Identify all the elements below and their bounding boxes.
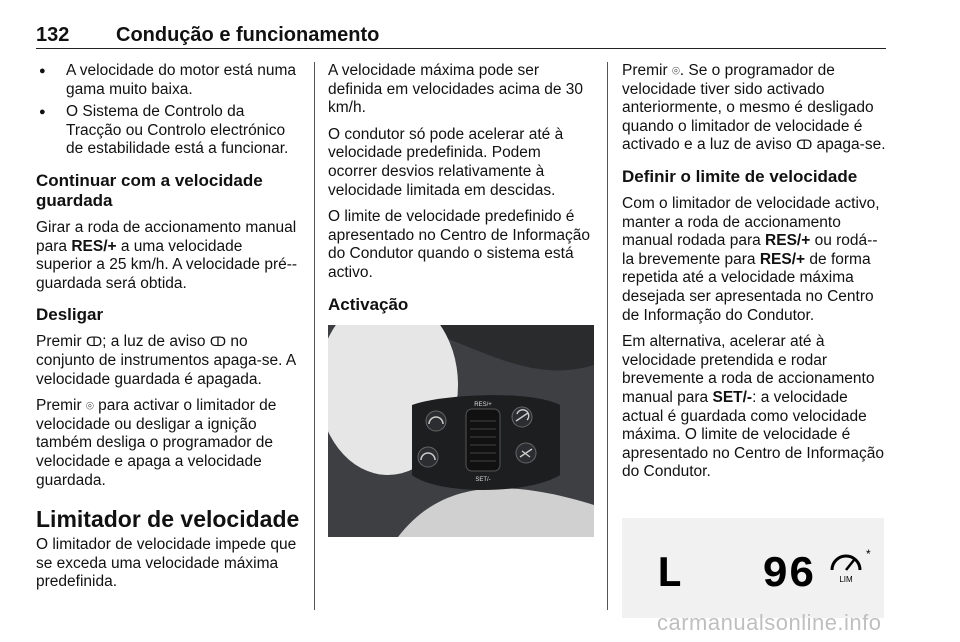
column-2 <box>328 62 594 542</box>
paragraph: Girar a roda de accionamento manual para RES/+ a uma velocidade superior a 25 km/h. A velocidade pré--guardada será obtida. <box>36 218 298 292</box>
paragraph: Em alternativa, acelerar até à velocidade pretendida e rodar brevemente a roda de accionamento manual para SET/-: a velocidade actual é guardada como velocidade máxima. O limite de velocidade é apresentado no Centro de Informação do Condutor. <box>622 333 884 481</box>
cruise-control-icon: ↀ <box>209 334 227 350</box>
paragraph: Premir ⌾. Se o programador de velocidade tiver sido activado anteriormente, o mesmo é desligado quando o limitador de velocidade é activado e a luz de aviso ↀ apaga-se. <box>622 62 886 154</box>
cancel-icon <box>512 407 532 427</box>
steering-wheel-illustration <box>328 325 594 537</box>
column-divider <box>607 62 608 610</box>
paragraph: Premir ⌾ para activar o limitador de velocidade ou desligar a ignição também desliga o programador de velocidade e apaga a velocidade guardada. <box>36 397 277 489</box>
display-lim: LIM <box>839 574 853 584</box>
page-title: Condução e funcionamento <box>116 24 380 46</box>
heading-limiter: Limitador de velocidade <box>36 506 300 533</box>
column-1 <box>36 62 302 600</box>
paragraph: A velocidade máxima pode ser definida em velocidades acima de 30 km/h. <box>328 62 584 117</box>
speed-limiter-icon: ⌾ <box>671 63 680 78</box>
column-divider <box>314 62 315 610</box>
speed-limiter-icon: ⌾ <box>85 398 94 414</box>
heading-activation: Activação <box>328 294 409 314</box>
heading-continue: Continuar com a velocidade guardada <box>36 170 263 210</box>
adjust-wheel <box>466 409 500 471</box>
heading-off: Desligar <box>36 305 104 325</box>
heading-define: Definir o limite de velocidade <box>622 166 858 186</box>
column-3 <box>622 62 888 623</box>
paragraph: Premir ↀ; a luz de aviso ↀ no conjunto de instrumentos apaga-se. A velocidade guardada é apagada. <box>36 333 296 388</box>
cruise-control-icon: ↀ <box>796 137 813 153</box>
display-star: * <box>866 546 871 561</box>
paragraph: O condutor só pode acelerar até à velocidade predefinida. Podem ocorrer desvios relativamente à velocidade limitada em descidas. <box>328 125 564 199</box>
page-number: 132 <box>36 24 70 46</box>
cruise-control-icon <box>426 411 446 431</box>
paragraph: O limitador de velocidade impede que se exceda uma velocidade máxima predefinida. <box>36 536 297 591</box>
display-gear: L <box>656 549 683 600</box>
wheel-res-label: RES/+ <box>474 401 492 408</box>
distance-icon <box>516 443 536 463</box>
display-speed: 96 <box>762 549 815 600</box>
paragraph: O limite de velocidade predefinido é apresentado no Centro de Informação do Condutor quando o sistema está activo. <box>328 208 590 281</box>
page-header <box>36 18 886 49</box>
speed-limiter-icon <box>418 447 438 467</box>
watermark: carmanualsonline.info <box>657 610 882 635</box>
cruise-control-icon: ↀ <box>85 334 103 350</box>
list-item: ● O Sistema de Controlo da Tracção ou Controlo electrónico de estabilidade está a funcionar. <box>36 103 302 159</box>
instrument-display-illustration <box>622 518 884 618</box>
list-item: ● A velocidade do motor está numa gama muito baixa. <box>36 62 302 99</box>
paragraph: Com o limitador de velocidade activo, manter a roda de accionamento manual rodada para RES/+ ou rodá--la brevemente para RES/+ de forma repetida até a velocidade máxima desejada ser apresentada no Centro de Informação do Condutor. <box>622 194 880 324</box>
wheel-set-label: SET/- <box>475 476 491 483</box>
bullet-list <box>36 62 302 159</box>
